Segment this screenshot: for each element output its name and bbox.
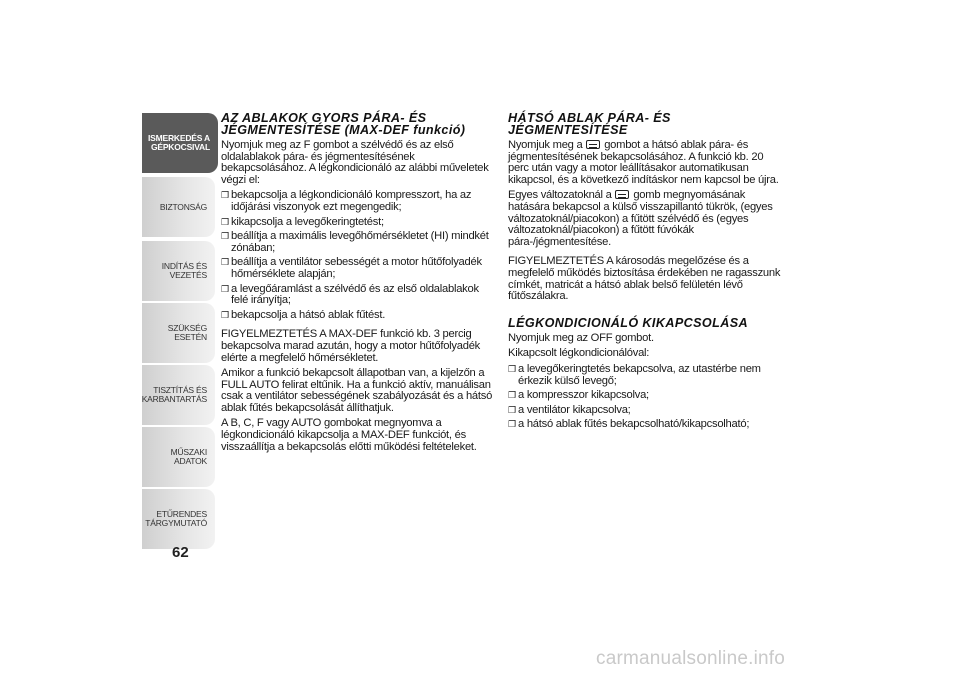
max-def-paragraph: A B, C, F vagy AUTO gombokat megnyomva a légkondicionáló kikapcsolja a MAX-DEF funkciót, és visszaállítja a bekapcsolás előtti működési feltételeket. (221, 417, 477, 453)
rear-defrost-warning: FIGYELMEZTETÉS A károsodás megelőzése és a megfelelő működés biztosítása érdekében ne ragasszunk címkét, matricát a hátsó ablak belső felületén lévő fűtőszálakra. (508, 255, 781, 303)
rear-window-defrost-icon (586, 140, 600, 149)
max-def-warning: FIGYELMEZTETÉS A MAX-DEF funkció kb. 3 percig bekapcsolva marad azután, hogy a motor hűtőfolyadék elérte a megfelelő hőmérsékletet. (221, 328, 481, 364)
rear-defrost-paragraph (508, 140, 782, 186)
list-item: ❒ bekapcsolja a légkondicionáló kompresszort, ha az időjárási viszonyok ezt megengedik; (221, 190, 493, 213)
heading-line: LÉGKONDICIONÁLÓ KIKAPCSOLÁSA (508, 315, 748, 330)
right-column (508, 112, 782, 435)
tab-targymutato[interactable]: ETŰRENDES TÁRGYMUTATÓ (142, 489, 215, 549)
rear-defrost-paragraph (508, 190, 782, 248)
list-item: ❒ a ventilátor kikapcsolva; (508, 405, 782, 417)
heading-line: AZ ABLAKOK GYORS PÁRA- ÉS (221, 111, 427, 125)
rear-defrost-heading (508, 112, 782, 136)
heading-line: HÁTSÓ ABLAK PÁRA- ÉS (508, 111, 671, 125)
rear-window-defrost-icon (615, 190, 629, 199)
heading-line: JÉGMENTESÍTÉSE (MAX-DEF funkció) (221, 123, 466, 137)
list-item: ❒ a levegőáramlást a szélvédő és az első oldalablakok felé irányítja; (221, 284, 493, 307)
text-fragment: Egyes változatoknál a (508, 189, 612, 202)
list-item: ❒ a levegőkeringtetés bekapcsolva, az utastérbe nem érkezik külső levegő; (508, 364, 782, 387)
list-item: ❒ beállítja a ventilátor sebességét a motor hűtőfolyadék hőmérséklete alapján; (221, 257, 493, 280)
list-item: ❒ bekapcsolja a hátsó ablak fűtést. (221, 310, 493, 322)
left-column (221, 112, 493, 457)
max-def-heading (221, 112, 493, 136)
ac-off-bullet-list (508, 364, 782, 431)
max-def-intro: Nyomjuk meg az F gombot a szélvédő és az első oldalablakok pára- és jégmentesítésének bekapcsolásához. A légkondicionáló az alábbi műveletek végzi el: (221, 139, 489, 186)
watermark: carmanualsonline.info (596, 648, 786, 669)
ac-off-paragraph: Nyomjuk meg az OFF gombot. (508, 331, 654, 344)
list-item: ❒ beállítja a maximális levegőhőmérsékletet (HI) mindkét zónában; (221, 231, 493, 254)
heading-line: JÉGMENTESÍTÉSE (508, 123, 628, 137)
text-fragment: gomb megnyomásának hatására bekapcsol a külső visszapillantó tükrök, (egyes változatoknál/piacokon) a fűtött szélvédő és (egyes változatoknál/piacokon) a fűtött fúvókák pára-/jégmentesítése. (508, 189, 773, 248)
text-fragment: Nyomjuk meg a (508, 139, 583, 151)
tab-tisztitas-es-karbantartas[interactable]: TISZTÍTÁS ÉS KARBANTARTÁS (142, 365, 215, 425)
text-fragment: gombot a hátsó ablak pára- és jégmentesítésének bekapcsolásához. A funkció kb. 20 perc után vagy a motor leállításakor automatikusan kikapcsol, és a következő indításkor nem kapcsol be újra. (508, 139, 779, 186)
list-item: ❒ a hátsó ablak fűtés bekapcsolható/kikapcsolható; (508, 419, 782, 431)
tab-biztonsag[interactable]: BIZTONSÁG (142, 177, 215, 237)
tab-ismerkedes[interactable]: ISMERKEDÉS A GÉPKOCSIVAL (142, 113, 218, 173)
max-def-bullet-list (221, 190, 493, 321)
ac-off-paragraph: Kikapcsolt légkondicionálóval: (508, 347, 650, 360)
list-item: ❒ a kompresszor kikapcsolva; (508, 390, 782, 402)
list-item: ❒ kikapcsolja a levegőkeringtetést; (221, 217, 493, 229)
tab-muszaki-adatok[interactable]: MŰSZAKI ADATOK (142, 427, 215, 487)
ac-off-heading (508, 317, 782, 329)
tab-szukseg-eseten[interactable]: SZÜKSÉG ESETÉN (142, 303, 215, 363)
page-number: 62 (172, 544, 189, 561)
tab-inditas-es-vezetes[interactable]: INDÍTÁS ÉS VEZETÉS (142, 241, 215, 301)
max-def-paragraph: Amikor a funkció bekapcsolt állapotban van, a kijelzőn a FULL AUTO felirat eltűnik. Ha a funkció aktív, manuálisan csak a ventilátor sebességének szabályozását és a hátsó ablak fűtés bekapcsolását állíthatjuk. (221, 367, 493, 414)
